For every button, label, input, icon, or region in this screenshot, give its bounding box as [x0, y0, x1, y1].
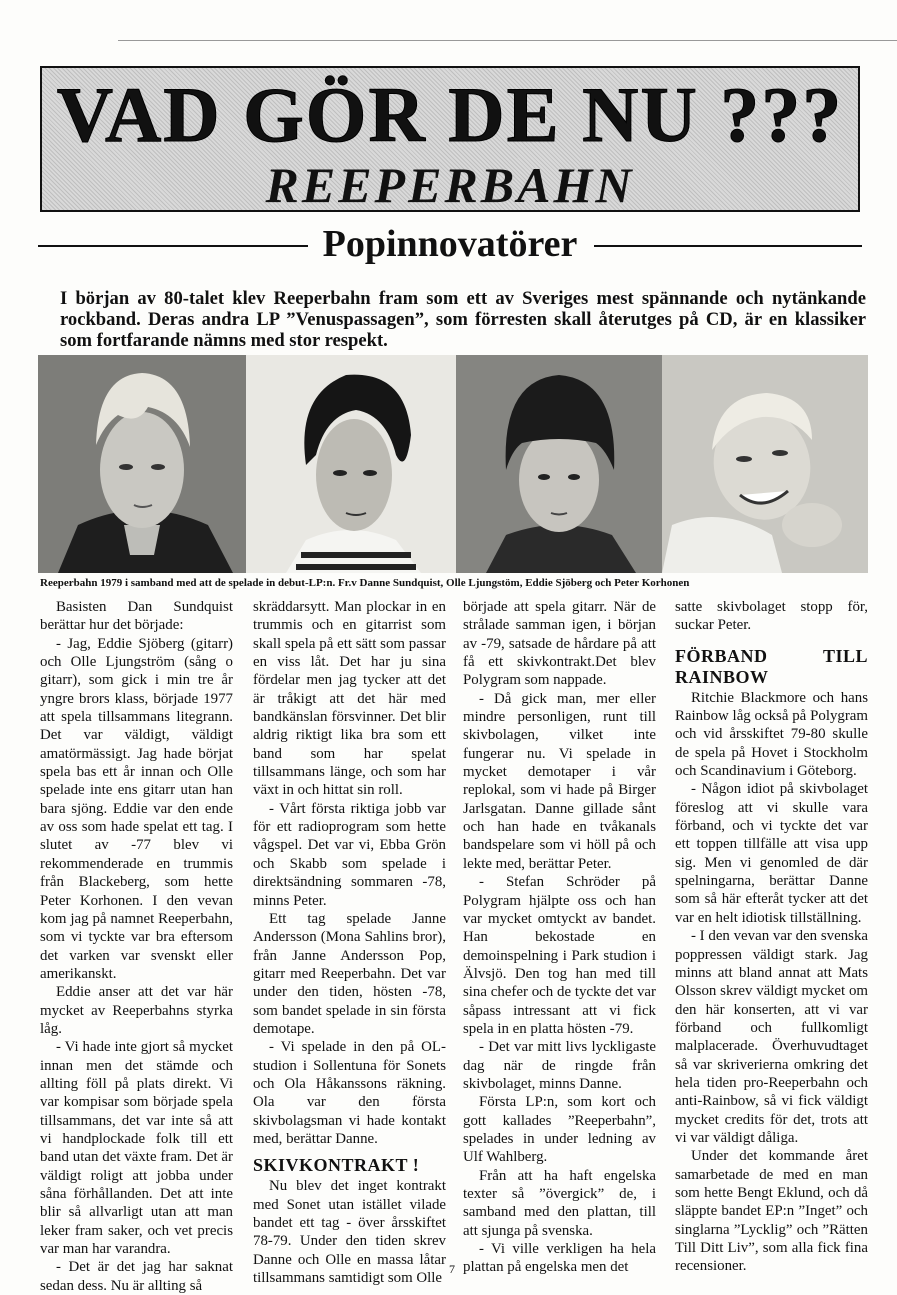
top-rule	[118, 40, 897, 41]
photo-member-1	[38, 355, 246, 573]
paragraph: skräddarsytt. Man plockar in en trummis och en gitarrist som skall spela på ett sätt som passar en viss låt. Det har ju sina fördelar men jag tycker att det är tråkigt att det här med bandkänslan försvinner. Det blir aldrig riktigt lika bra som ett band som har spelat tillsammans länge, och som har växt in och hittat sin roll.	[253, 599, 446, 799]
title-rule-left	[38, 245, 308, 247]
paragraph: - Det är det jag har saknat sedan dess. Nu är allting så	[40, 1259, 233, 1294]
paragraph: började att spela gitarr. När de strålade samman igen, i början av -79, satsade de hårdare på att få ett skivkontrakt.Det blev Polygram som nappade.	[463, 599, 656, 689]
subheading-skivkontrakt: SKIVKONTRAKT !	[253, 1155, 420, 1176]
paragraph: - Vi hade inte gjort så mycket innan men det stämde och allting föll på plats direkt. Vi var kompisar som började spela tillsammans, det var inte så att vi handplockade folk till ett band utan det växte fram. Det är väldigt roligt att jobba under såna förhållanden. Det att inte blir så allvarligt utan att man leker fram saker, och vet precis var man har varandra.	[40, 1039, 233, 1258]
lead-paragraph: I början av 80-talet klev Reeperbahn fram som ett av Sveriges mest spännande och nytänkande rockband. Deras andra LP ”Venuspassagen”, som förresten skall återutges på CD, är en klassiker som fortfarande nämns med stor respekt.	[60, 288, 866, 351]
paragraph: - Då gick man, mer eller mindre personligen, runt till skivbolagen, vilket inte fungerar nu. Vi spelade in mycket demotaper i vår replokal, som vi hade på Birger Jarlsgatan. Danne gillade sånt och han hade en tvåkanals bandspelare som vi höll på och lekte med, berättar Peter.	[463, 690, 656, 872]
paragraph: Nu blev det inget kontrakt med Sonet utan istället vilade bandet ett tag - över årsskiftet 78-79. Under den tiden skrev Danne och Olle en massa låtar tillsammans samtidigt som Olle	[253, 1178, 446, 1287]
paragraph: - Vi ville verkligen ha hela plattan på engelska men det	[463, 1241, 656, 1276]
banner-subtitle: REEPERBAHN	[265, 157, 635, 213]
paragraph: - Det var mitt livs lyckligaste dag när de ringde från skivbolaget, minns Danne.	[463, 1039, 656, 1092]
article-column-1	[40, 598, 233, 1295]
title-banner	[40, 66, 860, 212]
paragraph: Eddie anser att det var här mycket av Reeperbahns styrka låg.	[40, 984, 233, 1037]
article-column-3	[463, 598, 656, 1277]
photo-member-3	[456, 355, 662, 573]
paragraph: Från att ha haft engelska texter så ”övergick” de, i samband med den plattan, till att sjunga på svenska.	[463, 1167, 656, 1239]
subheading-word: FÖRBAND	[675, 645, 768, 666]
subheading-forband	[675, 647, 868, 666]
paragraph: - I den vevan var den svenska poppressen väldigt stark. Jag minns att bland annat att Mats Olsson skrev väldigt mycket om den här konserten, att vi var förband och fullkomligt malplacerade. Överhuvudtaget så var skriverierna omkring det hela tiden pro-Reeperbahn och anti-Rainbow, så vi fick väldigt mycket credits för det, trots att vi var väldigt dåliga.	[675, 928, 868, 1146]
subheading-rainbow: RAINBOW	[675, 666, 769, 687]
paragraph: Ritchie Blackmore och hans Rainbow låg också på Polygram och vid årsskiftet 79-80 skulle de spela på Hovet i Stockholm och Scandinavium i Göteborg.	[675, 689, 868, 780]
photo-member-4	[662, 355, 868, 573]
paragraph: satte skivbolaget stopp för, suckar Peter.	[675, 599, 868, 634]
page-number: 7	[449, 1262, 455, 1276]
paragraph: - Vi spelade in den på OL-studion i Sollentuna för Sonets och Ola Håkanssons räkning. Ola var den första skivbolagsman vi hade kontakt med, berättar Danne.	[253, 1039, 446, 1147]
banner-title: VAD GÖR DE NU ???	[56, 71, 844, 158]
subheading-word: TILL	[822, 645, 868, 666]
portrait-image	[662, 355, 868, 573]
paragraph: Under det kommande året samarbetade de med en man som hette Bengt Eklund, och då släppte bandet EP:n ”Inget” och singlarna ”Lycklig” och ”Rätten Till Ditt Liv”, som alla fick fina recensioner.	[675, 1148, 868, 1275]
section-title: Popinnovatörer	[322, 223, 578, 265]
article-column-4	[675, 598, 868, 1276]
portrait-image	[38, 355, 246, 573]
article-column-2	[253, 598, 446, 1287]
photo-member-2	[246, 355, 456, 573]
paragraph: - Jag, Eddie Sjöberg (gitarr) och Olle Ljungström (sång o gitarr), som gick i min tre år yngre brors klass, började 1977 att spela tillsammans litegrann. Det var väldigt, väldigt amatörmässigt. Jag hade börjat spela bas ett år innan och Olle spelade inte ens gitarr utan han bara sjöng. Eddie var den ende av oss som hade spelat ett tag. I slutet av -77 blev vi rekommenderade en trummis från Blackeberg, som hette Peter Korhonen. I den vevan kom jag på namnet Reeperbahn, som vi tyckte var bra eftersom det varken var svenskt eller amerikanskt.	[40, 635, 233, 982]
paragraph: - Någon idiot på skivbolaget föreslog att vi skulle vara förband, och vi tyckte det var ett toppen tillfälle att visa upp sig. Men vi genomled de där spelningarna, berättar Danne som så här efteråt tycker att det var en helt idiotisk tillställning.	[675, 781, 868, 926]
photo-caption: Reeperbahn 1979 i samband med att de spelade in debut-LP:n. Fr.v Danne Sundquist, Olle Ljungstöm, Eddie Sjöberg och Peter Korhonen	[40, 577, 690, 589]
paragraph: Första LP:n, som kort och gott kallades ”Reeperbahn”, spelades in under ledning av Ulf Wahlberg.	[463, 1094, 656, 1166]
paragraph: - Vårt första riktiga jobb var för ett radioprogram som hette vågspel. Det var vi, Ebba Grön och Skabb som spelade i direktsändning sommaren -78, minns Peter.	[253, 800, 446, 909]
title-rule-right	[594, 245, 862, 247]
paragraph: - Stefan Schröder på Polygram hjälpte oss och han var mycket omtyckt av bandet. Han bekostade en demoinspelning i Park studion i Älvsjö. Den tog han med till sina chefer och de tyckte det var såpass intressant att vi fick spela in en platta hösten -79.	[463, 874, 656, 1037]
paragraph: Ett tag spelade Janne Andersson (Mona Sahlins bror), från Janne Andersson Pop, gitarr med Reeperbahn. Det var under den tiden, hösten -78, som bandet spelade in sin första demotape.	[253, 910, 446, 1037]
portrait-image	[456, 355, 662, 573]
portrait-image	[246, 355, 456, 573]
band-photo-strip	[38, 355, 868, 573]
paragraph: Basisten Dan Sundquist berättar hur det började:	[40, 599, 233, 634]
